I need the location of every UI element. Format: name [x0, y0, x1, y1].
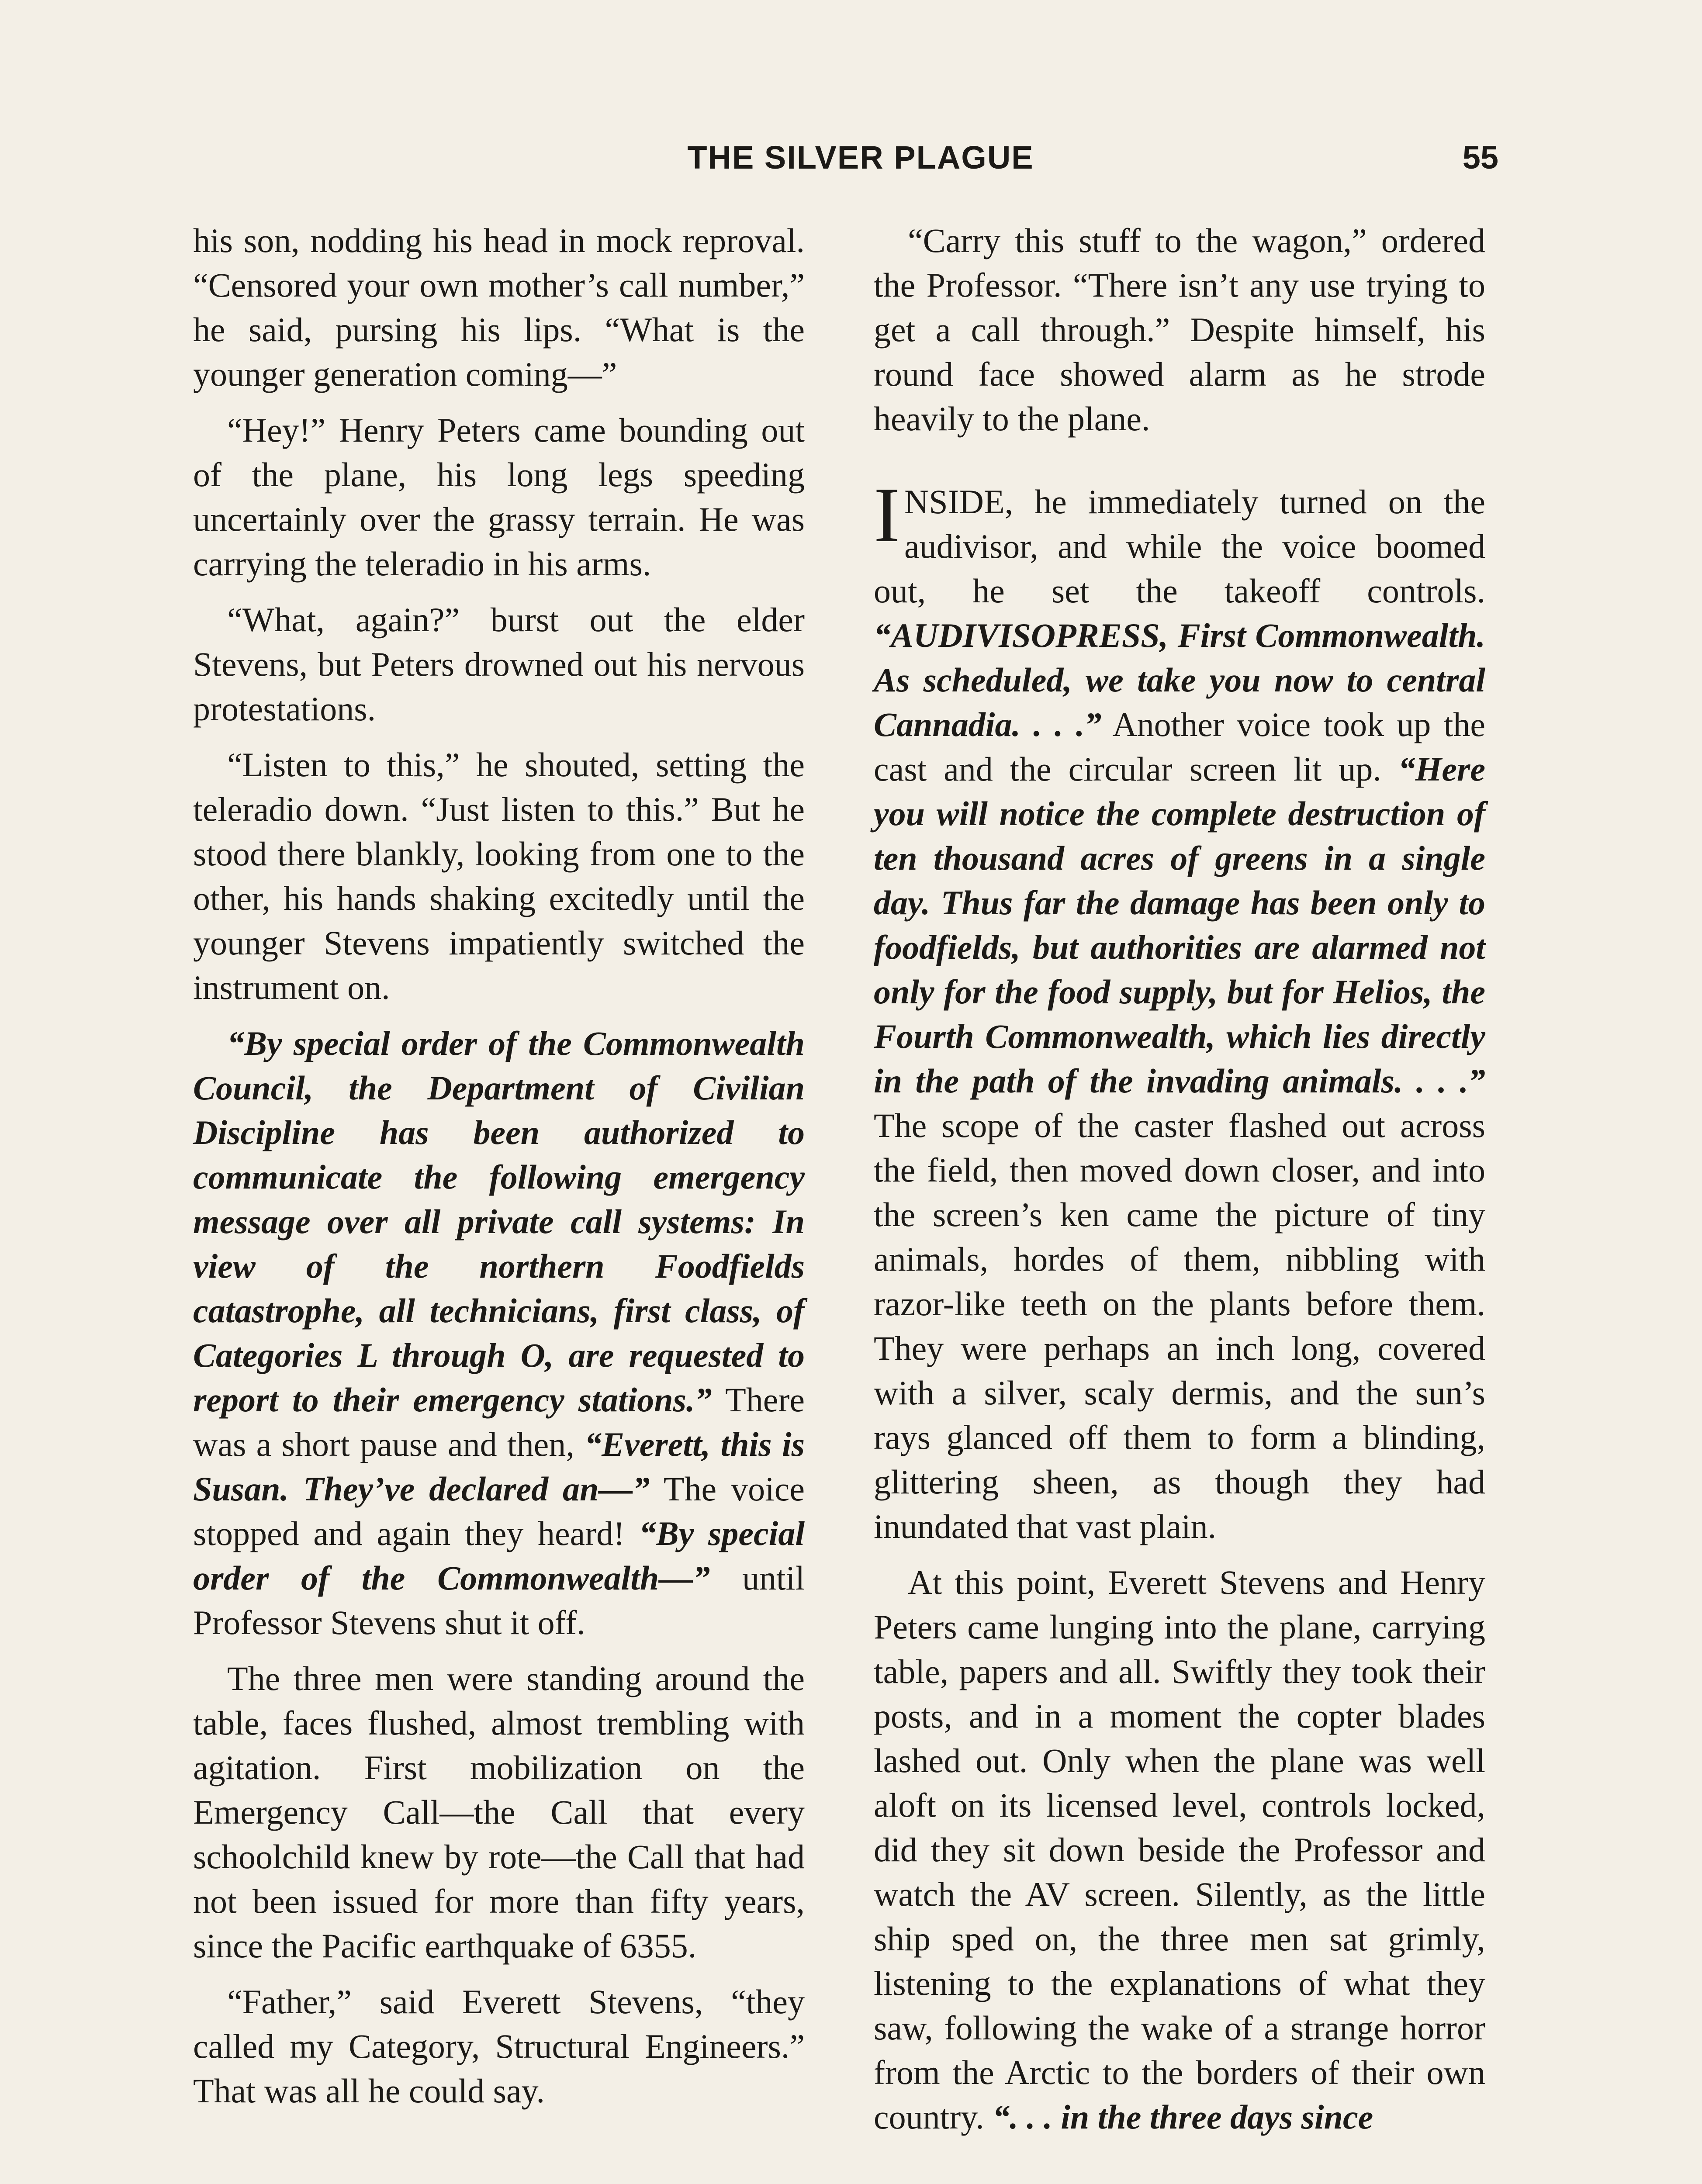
narration-text: Another voice took up the cast and the circular screen lit up.: [874, 705, 1485, 788]
broadcast-text: “AUDIVISOPRESS, First Commonwealth. As scheduled, we take you now to central Cannadia. . . .”: [874, 616, 1485, 743]
paragraph: [874, 1560, 1485, 2139]
broadcast-text: “By special order of the Commonwealth Council, the Department of Civilian Discipline has been authorized to communicate the following emergency message over all private call systems: In view of the northern Foodfields catastrophe, all technicians, first class, of Categories L through O, are requested to report to their emergency stations.”: [193, 1024, 805, 1419]
drop-cap: I: [874, 471, 900, 558]
paragraph: The three men were standing around the table, faces flushed, almost trembling with agitation. First mobilization on the Emergency Call—the Call that every schoolchild knew by rote—the Call that had not been issued for more than fifty years, since the Pacific earthquake of 6355.: [193, 1659, 805, 1965]
narration-text: At this point, Everett Stevens and Henry Peters came lunging into the plane, carrying table, papers and all. Swiftly they took their posts, and in a moment the copter blades lashed out. Only when the plane was well aloft on its licensed level, controls locked, did they sit down beside the Professor and watch the AV screen. Silently, as the little ship sped on, the three men sat grimly, listening to the explanations of what they saw, following the wake of a strange horror from the Arctic to the borders of their own country.: [874, 1563, 1485, 2136]
paragraph: his son, nodding his head in mock reproval. “Censored your own mother’s call number,” he said, pursing his lips. “What is the younger generation coming—”: [193, 221, 805, 393]
narration-text: NSIDE, he immediately turned on the audivisor, and while the voice boomed out, he set the takeoff controls.: [874, 483, 1485, 610]
broadcast-text: “By special order of the Commonwealth—”: [193, 1514, 805, 1597]
running-title: THE SILVER PLAGUE: [687, 139, 1034, 176]
paragraph: “Father,” said Everett Stevens, “they called my Category, Structural Engineers.” That was all he could say.: [193, 1983, 805, 2110]
broadcast-text: “. . . in the three days since: [993, 2098, 1373, 2136]
paragraph: “Carry this stuff to the wagon,” ordered the Professor. “There isn’t any use trying to get a call through.” Despite himself, his round face showed alarm as he strode heavily to the plane.: [874, 221, 1485, 438]
left-column: [193, 218, 805, 2184]
narration-text: There was a short pause and then,: [193, 1381, 805, 1463]
broadcast-text: “Here you will notice the complete destruction of ten thousand acres of greens in a single day. Thus far the damage has been only to foodfields, but authorities are alarmed not only for the food supply, but for Helios, the Fourth Commonwealth, which lies directly in the path of the invading animals. . . .”: [874, 750, 1485, 1100]
right-column: [874, 218, 1485, 2184]
page-header: [223, 139, 1498, 187]
narration-text: until Professor Stevens shut it off.: [193, 1559, 805, 1641]
section-paragraph: [874, 471, 1485, 1549]
paragraph: “Listen to this,” he shouted, setting the teleradio down. “Just listen to this.” But he stood there blankly, looking from one to the other, his hands shaking excitedly until the younger Stevens impatiently switched the instrument on.: [193, 746, 805, 1006]
broadcast-text: “Everett, this is Susan. They’ve declared an—”: [193, 1425, 805, 1508]
paragraph: [193, 1021, 805, 1645]
narration-text: The voice stopped and again they heard!: [193, 1470, 805, 1552]
paragraph: “What, again?” burst out the elder Stevens, but Peters drowned out his nervous protestations.: [193, 601, 805, 728]
narration-text: The scope of the caster flashed out across the field, then moved down closer, and into the screen’s ken came the picture of tiny animals, hordes of them, nibbling with razor-like teeth on the plants before them. They were perhaps an inch long, covered with a silver, scaly dermis, and the sun’s rays glanced off them to form a blinding, glittering sheen, as though they had inundated that vast plain.: [874, 1106, 1485, 1545]
paragraph: “Hey!” Henry Peters came bounding out of the plane, his long legs speeding uncertainly over the grassy terrain. He was carrying the teleradio in his arms.: [193, 411, 805, 583]
page-number: 55: [1462, 139, 1498, 176]
